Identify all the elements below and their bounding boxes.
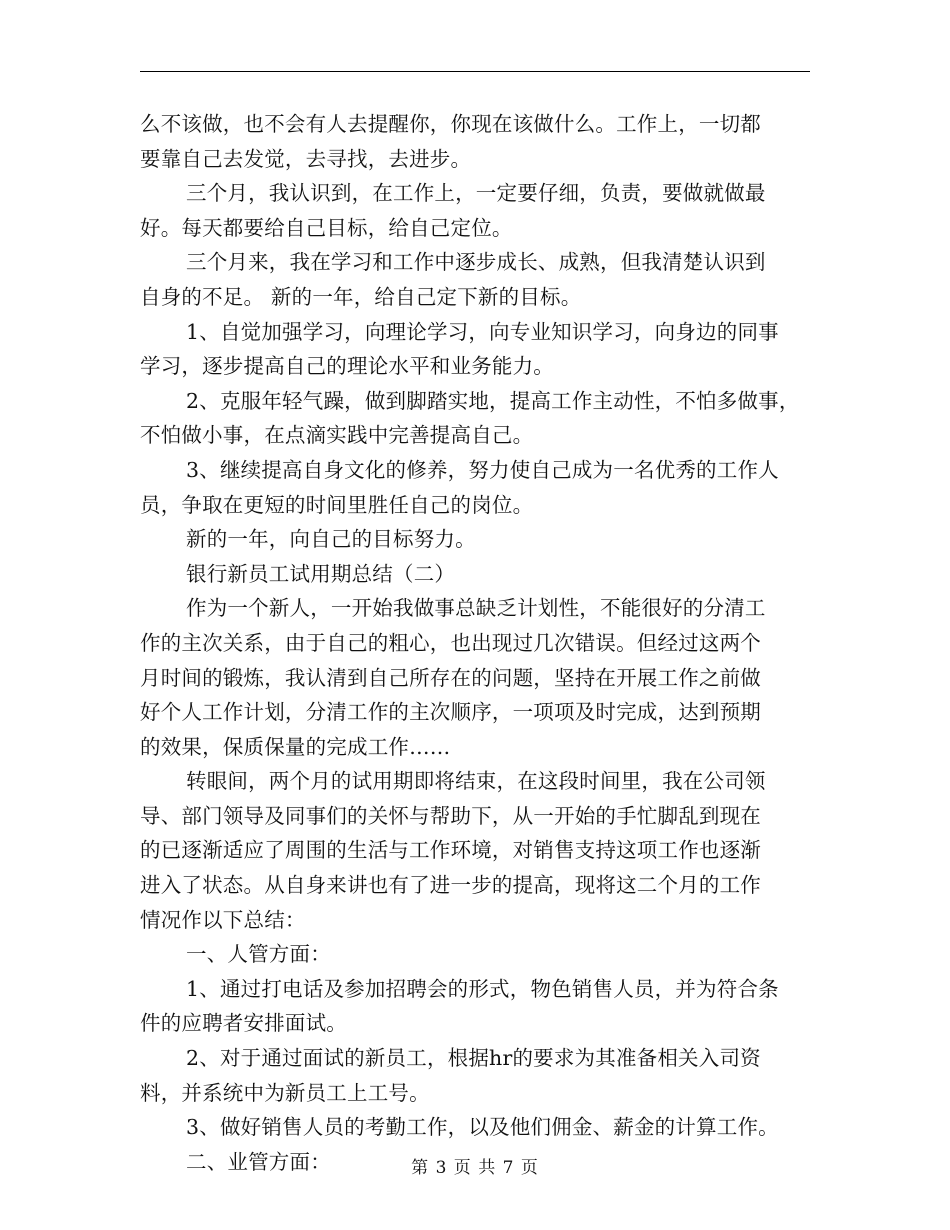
text-line: 料，并系统中为新员工上工号。 bbox=[140, 1080, 430, 1105]
text-line: 进入了状态。从自身来讲也有了进一步的提高，现将这二个月的工作 bbox=[140, 873, 761, 898]
subsection-heading: 一、人管方面： bbox=[186, 942, 331, 967]
subsection-heading: 二、业管方面： bbox=[186, 1149, 331, 1174]
text-line: 3、做好销售人员的考勤工作，以及他们佣金、薪金的计算工作。 bbox=[186, 1115, 779, 1140]
text-line: 的已逐渐适应了周围的生活与工作环境，对销售支持这项工作也逐渐 bbox=[140, 838, 761, 863]
text-line: 导、部门领导及同事们的关怀与帮助下，从一开始的手忙脚乱到现在 bbox=[140, 803, 761, 828]
header-rule bbox=[140, 71, 810, 72]
text-line: 2、克服年轻气躁，做到脚踏实地，提高工作主动性，不怕多做事， bbox=[186, 388, 800, 413]
text-line: 要靠自己去发觉，去寻找，去进步。 bbox=[140, 146, 472, 171]
text-line: 的效果，保质保量的完成工作…… bbox=[140, 734, 451, 759]
body-text bbox=[140, 107, 820, 1179]
text-line: 好。每天都要给自己目标，给自己定位。 bbox=[140, 215, 513, 240]
text-line: 三个月，我认识到，在工作上，一定要仔细，负责，要做就做最 bbox=[186, 181, 766, 206]
text-line: 不怕做小事，在点滴实践中完善提高自己。 bbox=[140, 423, 534, 448]
text-line: 好个人工作计划，分清工作的主次顺序，一项项及时完成，达到预期 bbox=[140, 700, 761, 725]
text-line: 情况作以下总结： bbox=[140, 907, 306, 932]
text-line: 件的应聘者安排面试。 bbox=[140, 1011, 347, 1036]
text-line: 作为一个新人，一开始我做事总缺乏计划性，不能很好的分清工 bbox=[186, 596, 766, 621]
text-line: 3、继续提高自身文化的修养，努力使自己成为一名优秀的工作人 bbox=[186, 457, 779, 482]
text-line: 2、对于通过面试的新员工，根据hr的要求为其准备相关入司资 bbox=[186, 1046, 761, 1071]
text-line: 三个月来，我在学习和工作中逐步成长、成熟，但我清楚认识到 bbox=[186, 250, 766, 275]
text-line: 么不该做，也不会有人去提醒你，你现在该做什么。工作上，一切都 bbox=[140, 112, 761, 136]
text-line: 1、通过打电话及参加招聘会的形式，物色销售人员，并为符合条 bbox=[186, 976, 779, 1001]
text-line: 1、自觉加强学习，向理论学习，向专业知识学习，向身边的同事 bbox=[186, 319, 779, 344]
text-line: 员，争取在更短的时间里胜任自己的岗位。 bbox=[140, 492, 534, 517]
text-line: 学习，逐步提高自己的理论水平和业务能力。 bbox=[140, 354, 554, 379]
text-line: 转眼间，两个月的试用期即将结束，在这段时间里，我在公司领 bbox=[186, 769, 766, 794]
section-heading: 银行新员工试用期总结（二） bbox=[186, 561, 456, 586]
text-line: 自身的不足。 新的一年，给自己定下新的目标。 bbox=[140, 284, 582, 309]
text-line: 新的一年，向自己的目标努力。 bbox=[186, 527, 476, 552]
page-number: 第 3 页 共 7 页 bbox=[411, 1158, 539, 1178]
text-line: 月时间的锻炼，我认清到自己所存在的问题，坚持在开展工作之前做 bbox=[140, 665, 761, 690]
text-line: 作的主次关系，由于自己的粗心，也出现过几次错误。但经过这两个 bbox=[140, 630, 761, 655]
